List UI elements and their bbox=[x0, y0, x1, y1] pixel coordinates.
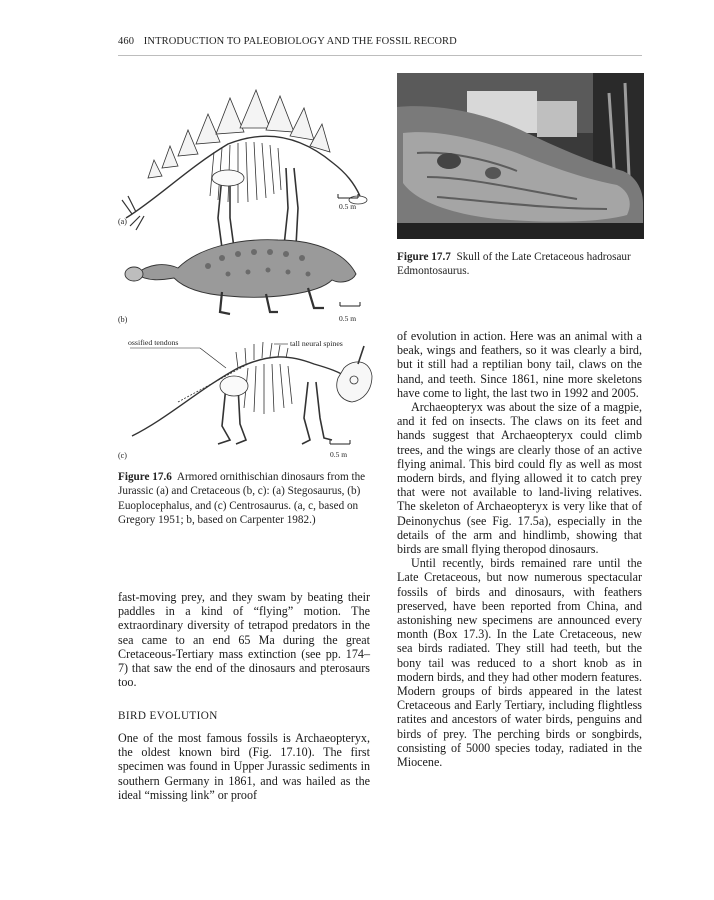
figure-17-7-caption bbox=[397, 250, 642, 279]
section-heading-bird-evolution: BIRD EVOLUTION bbox=[118, 710, 218, 722]
right-para-1: of evolution in action. Here was an animal with a beak, wings and feathers, so it was clearly a bird, but it still had a reptilian bony tail, claws on the hand, and teeth. Since 1861, nine more skeletons have come to light, the last two in 1992 and 2005. bbox=[397, 329, 642, 400]
panel-a-scale: 0.5 m bbox=[339, 202, 357, 211]
figure-17-7-label: Figure 17.7 bbox=[397, 251, 451, 263]
page-number: 460 bbox=[118, 36, 135, 47]
figure-17-6-label: Figure 17.6 bbox=[118, 471, 172, 483]
figure-17-6-caption bbox=[118, 470, 370, 528]
figure-17-6 bbox=[118, 68, 373, 463]
running-header bbox=[118, 36, 457, 47]
euoplocephalus-drawing bbox=[125, 240, 356, 314]
panel-c-scale: 0.5 m bbox=[330, 450, 348, 459]
figure-17-6-drawing bbox=[118, 68, 373, 463]
right-para-2: Archaeopteryx was about the size of a magpie, and it fed on insects. The claws on its feet and hands suggest that Archaeopteryx could climb trees, and the wings are clearly those of an active flying animal. This bird could fly as well as most modern birds, and flying allowed it to catch prey that were not available to land-living relatives. The skeleton of Archaeopteryx is very like that of Deinonychus (see Fig. 17.5a), especially in the details of the arm and hindlimb, showing that birds are small flying theropod dinosaurs. bbox=[397, 400, 642, 557]
edmontosaurus-skull-photo bbox=[397, 73, 644, 239]
panel-b-letter: (b) bbox=[118, 315, 128, 324]
right-column-text bbox=[397, 329, 642, 769]
label-tall-neural-spines: tall neural spines bbox=[290, 339, 343, 348]
figure-17-7-caption-text: Skull of the Late Cretaceous hadrosaur Edmontosaurus. bbox=[397, 251, 631, 278]
left-para-1: fast-moving prey, and they swam by beating their paddles in a kind of “flying” motion. The extraordinary diversity of tetrapod predators in the sea came to an end 65 Ma during the great Cretaceous-Tertiary mass extinction (see pp. 174–7) that saw the end of the dinosaurs and pterosaurs too. bbox=[118, 590, 370, 690]
panel-b-scale: 0.5 m bbox=[339, 314, 357, 323]
label-ossified-tendons: ossified tendons bbox=[128, 338, 179, 347]
running-title: INTRODUCTION TO PALEOBIOLOGY AND THE FOSSIL RECORD bbox=[143, 36, 457, 47]
left-para-2: One of the most famous fossils is Archaeopteryx, the oldest known bird (Fig. 17.10). The first specimen was found in Upper Jurassic sediments in southern Germany in 1861, and was hailed as the ideal “missing link” or proof bbox=[118, 731, 370, 802]
right-para-3: Until recently, birds remained rare until the Late Cretaceous, but now numerous spectacular fossils of birds and dinosaurs, with feathers preserved, have been reported from China, and astonishing new specimens are announced every month (Box 17.3). In the Late Cretaceous, new sea birds radiated. They still had teeth, but the bony tail was reduced to a short knob as in modern birds, and they had other modern features. Modern groups of birds appeared in the latest Cretaceous and Early Tertiary, including flightless ratites and ancestors of water birds, penguins and birds of prey. The perching birds or songbirds, consisting of 5000 species today, radiated in the Miocene. bbox=[397, 556, 642, 770]
left-column-paragraph-1 bbox=[118, 590, 370, 689]
panel-c-letter: (c) bbox=[118, 451, 127, 460]
panel-a-letter: (a) bbox=[118, 217, 127, 226]
figure-17-6-caption-text: Armored ornithischian dinosaurs from the Jurassic (a) and Cretaceous (b, c): (a) Stegosaurus, (b) Euoplocephalus, and (c) Centrosaurus. (a, c, based on Gregory 1951; b, based on Carpenter 1982.) bbox=[118, 471, 366, 527]
stegosaurus-skeleton bbox=[122, 90, 367, 252]
centrosaurus-skeleton bbox=[132, 342, 372, 444]
header-rule bbox=[118, 55, 642, 56]
left-column-paragraph-2 bbox=[118, 731, 370, 802]
